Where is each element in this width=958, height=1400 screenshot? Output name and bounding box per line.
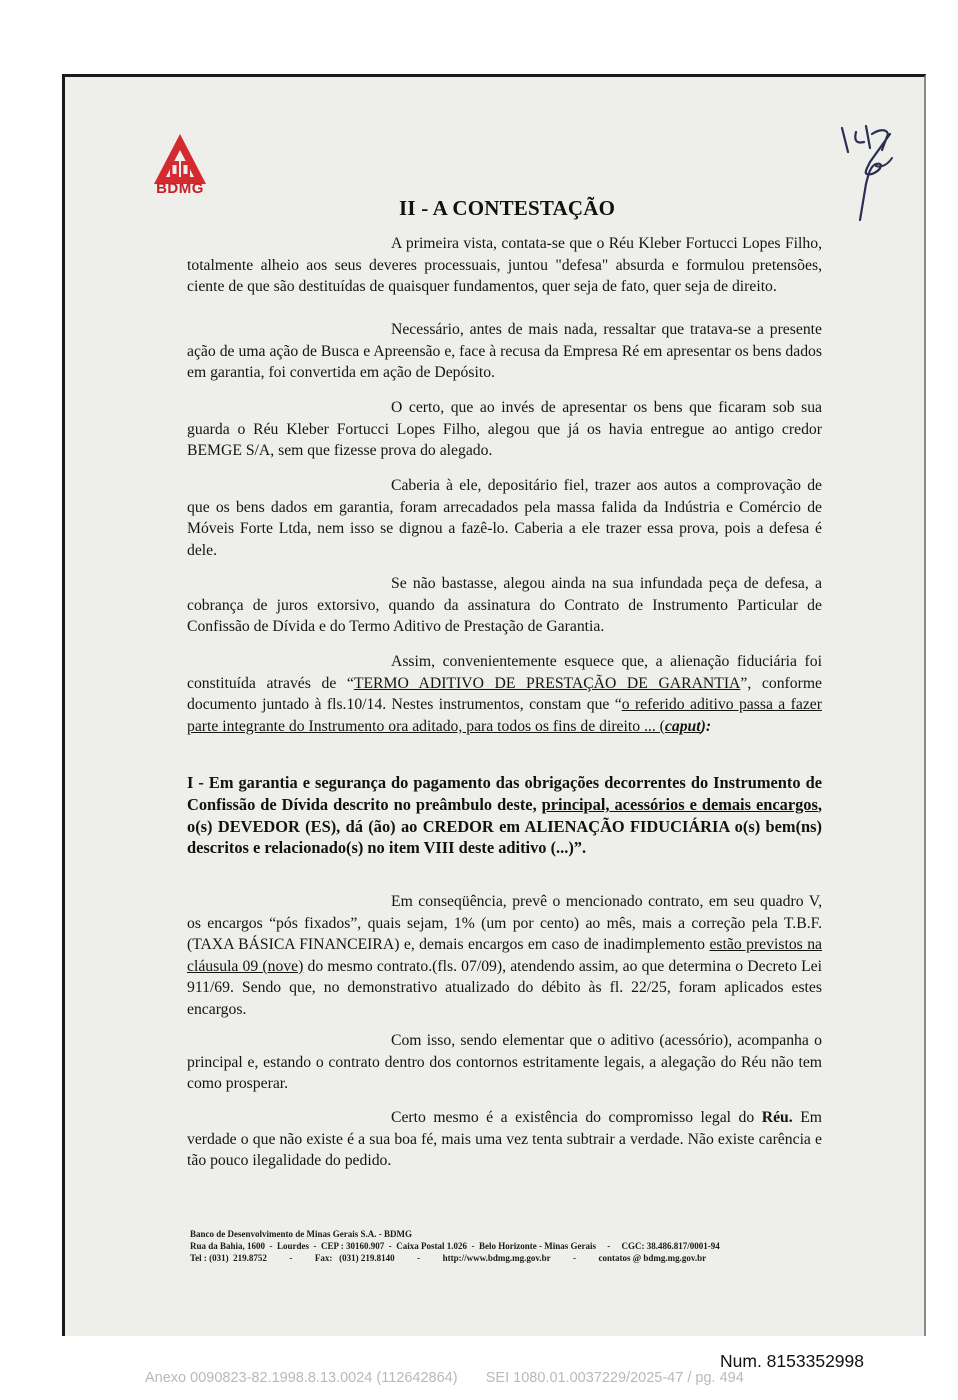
footer-line-3: Tel : (031) 219.8752 - Fax: (031) 219.8140 - http://www.bdmg.mg.gov.br - contatos @ bdmg.mg.gov.br — [190, 1253, 707, 1263]
annex-reference: Anexo 0090823-82.1998.8.13.0024 (112642864) SEI 1080.01.0037229/2025-47 / pg. 494 — [145, 1370, 744, 1386]
p10-text-a: Certo mesmo é a existência do compromisso legal do — [391, 1109, 762, 1126]
p6-underlined-term: TERMO ADITIVO DE PRESTAÇÃO DE GARANTIA — [353, 674, 741, 692]
paragraph-8 — [187, 891, 822, 1021]
p7-underlined: principal, acessórios e demais encargos — [541, 794, 818, 814]
paragraph-3: O certo, que ao invés de apresentar os bens que ficaram sob sua guarda o Réu Kleber Fortucci Lopes Filho, alegou que já os havia entregue ao antigo credor BEMGE S/A, sem que fizesse prova do alegado. — [187, 399, 822, 460]
p8-underlined: estão previstos na cláusula 09 (nove) — [187, 936, 822, 975]
paragraph-2: Necessário, antes de mais nada, ressaltar que tratava-se a presente ação de uma ação de Busca e Apreensão e, face à recusa da Empresa Ré em apresentar os bens dados em garantia, foi convertida em ação de Depósito. — [187, 321, 822, 382]
letterhead-footer — [190, 1228, 720, 1264]
p8-text-a: Em conseqüência, prevê o mencionado contrato, em seu quadro V, os encargos “pós fixados”, quais sejam, 1% (um por cento) ao mês, mais a correção pela T.B.F. (TAXA BÁSICA FINANCEIRA) e, demais encargos em caso de inadimplemento — [187, 893, 822, 954]
footer-line-2: Rua da Bahia, 1600 - Lourdes - CEP : 30160.907 - Caixa Postal 1.026 - Belo Horizonte - Minas Gerais - CGC: 38.486.817/0001-94 — [190, 1241, 720, 1251]
p6-text-c: ”, conforme documento juntado à fls.10/14. Nestes instrumentos, constam que “ — [187, 674, 823, 714]
document-number: Num. 8153352998 — [720, 1351, 864, 1371]
p10-bold: Réu. — [761, 1109, 793, 1126]
p8-text-c: do mesmo contrato.(fls. 07/09), atendendo assim, ao que determina o Decreto Lei 911/69. Sendo que, no demonstrativo atualizado do débito às fl. 22/25, foram aplicados estes encargos. — [187, 957, 822, 1018]
section-title: II - A CONTESTAÇÃO — [399, 196, 616, 220]
paragraph-1: A primeira vista, contata-se que o Réu Kleber Fortucci Lopes Filho, totalmente alheio aos seus deveres processuais, juntou "defesa" absurda e formulou pretensões, ciente de que são destituídas de quaisquer fundamentos, quer seja de fato, quer seja de direito. — [187, 235, 822, 296]
p6-underlined-quote: o referido aditivo passa a fazer parte integrante do Instrumento ora aditado, para todos os fins de direito ... ( — [187, 696, 822, 735]
logo-text: BDMG — [156, 180, 204, 197]
footer-line-1: Banco de Desenvolvimento de Minas Gerais S.A. - BDMG — [190, 1229, 412, 1239]
handwritten-annotation — [826, 104, 916, 228]
paragraph-4: Caberia à ele, depositário fiel, trazer aos autos a comprovação de que os bens dados em garantia, foram arrecadados pela massa falida da Indústria e Comércio de Móveis Forte Ltda, nem isso se dignou a fazê-lo. Caberia a ele trazer essa prova, pois a defesa é dele. — [187, 477, 822, 559]
paragraph-10 — [187, 1107, 822, 1172]
paragraph-9: Com isso, sendo elementar que o aditivo (acessório), acompanha o principal e, estando o contrato dentro dos contornos estritamente legais, a alegação do Réu não tem como prosperar. — [187, 1032, 822, 1093]
paragraph-7-quote — [187, 772, 822, 859]
p7-text-c: , o(s) DEVEDOR (ES), dá (ão) ao CREDOR em ALIENAÇÃO FIDUCIÁRIA o(s) bem(ns) descritos e relacionado(s) no item VIII deste aditivo (...)”. — [187, 794, 822, 858]
paragraph-5: Se não bastasse, alegou ainda na sua infundada peça de defesa, a cobrança de juros extorsivo, quando da assinatura do Contrato de Instrumento Particular de Confissão de Dívida e do Termo Aditivo de Prestação de Garantia. — [187, 575, 822, 636]
p7-text-a: I - Em garantia e segurança do pagamento das obrigações decorrentes do Instrumento de Confissão de Dívida descrito no preâmbulo deste, — [187, 773, 822, 814]
p6-caput: caput — [664, 717, 701, 735]
p6-text-a: Assim, convenientemente esquece que, a alienação fiduciária foi constituída através de “ — [187, 653, 822, 692]
p6-text-f: ): — [700, 717, 712, 735]
paragraph-6 — [187, 651, 822, 737]
p10-text-c: Em verdade o que não existe é a sua boa fé, mais uma vez tenta subtrair a verdade. Não existe carência e tão pouco ilegalidade do pedido. — [187, 1109, 822, 1170]
